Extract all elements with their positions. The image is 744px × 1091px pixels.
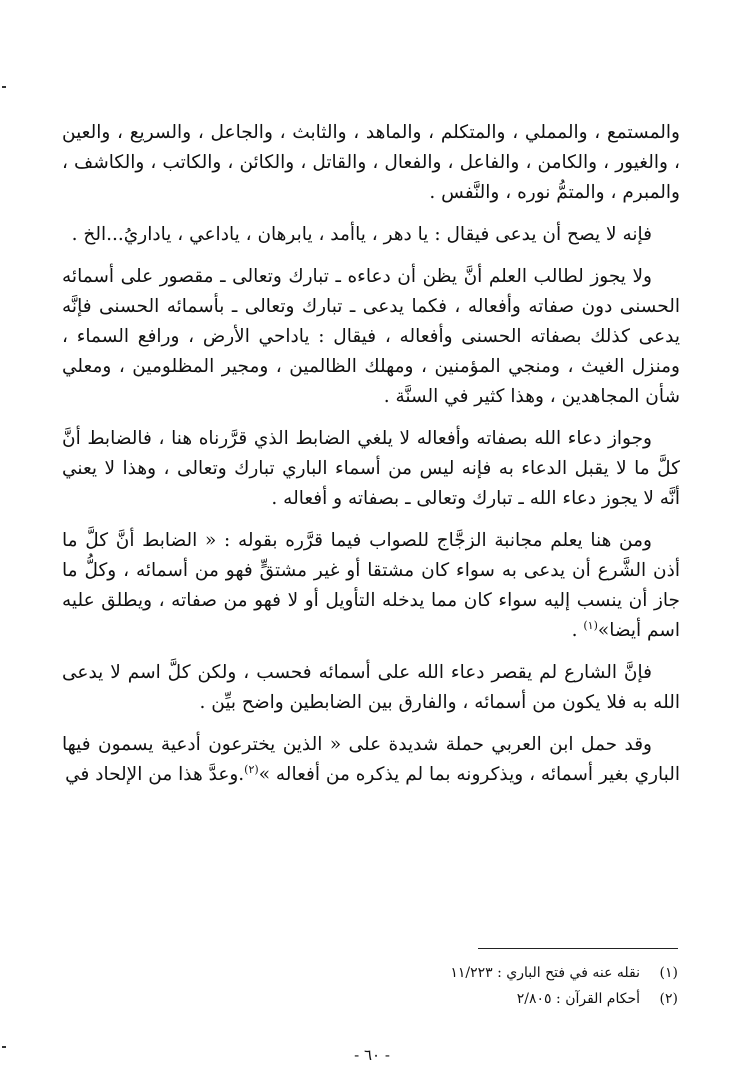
paragraph-1: والمستمع ، والمملي ، والمتكلم ، والماهد ، والثابث ، والجاعل ، والسريع ، والعين ، والغيور ، والكامن ، والفاعل ، والفعال ، والقاتل ، والكائن ، والكاتب ، والكاشف ، والمبرم ، والمتمُّ نوره ، والنَّفس . [62,122,680,203]
paragraph-5 [62,526,680,646]
paragraph-7-text: وقد حمل ابن العربي حملة شديدة على « الذين يخترعون أدعية يسمون فيها الباري بغير أسمائه ، ويذكرونه بما لم يذكره من أفعاله » [62,734,680,785]
page-body [62,118,680,802]
footnotes [300,960,678,1012]
paragraph-5-text: ومن هنا يعلم مجانبة الزجَّاج للصواب فيما قرَّره بقوله : « الضابط أنَّ كلَّ ما أذن الشَّرع أن يدعى به سواء كان مشتقا أو غير مشتقٍّ فهو من أسمائه ، وكلُّ ما جاز أن ينسب إليه سواء كان مما يدخله التأويل أو لا فهو من صفاته ، ويطلق عليه اسم أيضا» [62,530,680,641]
footnote-2-text: أحكام القرآن : ٢/٨٠٥ [516,991,640,1007]
edge-mark-bottom [2,1046,6,1048]
paragraph-7-end: .وعدَّ هذا من الإلحاد في [65,764,245,785]
footnote-divider [478,948,678,949]
footnote-1 [300,960,678,986]
paragraph-4: وجواز دعاء الله بصفاته وأفعاله لا يلغي الضابط الذي قرَّرناه هنا ، فالضابط أنَّ كلَّ ما لا يقبل الدعاء به فإنه ليس من أسماء الباري تبارك وتعالى ، وهذا لا يعني أنَّه لا يجوز دعاء الله ـ تبارك وتعالى ـ بصفاته و أفعاله . [62,428,680,509]
footnote-1-text: نقله عنه في فتح الباري : ١١/٢٢٣ [450,965,640,981]
paragraph-6: فإنَّ الشارع لم يقصر دعاء الله على أسمائه فحسب ، ولكن كلَّ اسم لا يدعى الله به فلا يكون من أسمائه ، والفارق بين الضابطين واضح بيِّن . [62,662,680,713]
paragraph-7 [62,730,680,790]
edge-mark-top [2,86,6,88]
footnote-ref-1[interactable]: (١) [583,618,598,632]
footnote-1-number: (١) [659,965,678,981]
paragraph-3: ولا يجوز لطالب العلم أنَّ يظن أن دعاءه ـ تبارك وتعالى ـ مقصور على أسمائه الحسنى دون صفاته وأفعاله ، فكما يدعى ـ تبارك وتعالى ـ بأسمائه الحسنى فإنَّه يدعى كذلك بصفاته الحسنى وأفعاله ، فيقال : ياداحي الأرض ، ورافع السماء ، ومنزل الغيث ، ومنجي المؤمنين ، ومهلك الظالمين ، ومجير المظلومين ، ومعلي شأن المجاهدين ، وهذا كثير في السنَّة . [62,266,680,407]
footnote-2 [300,986,678,1012]
footnote-2-number: (٢) [659,991,678,1007]
paragraph-5-end: . [571,620,584,641]
paragraph-2: فإنه لا يصح أن يدعى فيقال : يا دهر ، ياأمد ، يابرهان ، ياداعي ، ياداريُ...الخ . [71,224,652,245]
footnote-ref-2[interactable]: (٢) [244,762,259,776]
page-number: - ٦٠ - [354,1046,390,1064]
